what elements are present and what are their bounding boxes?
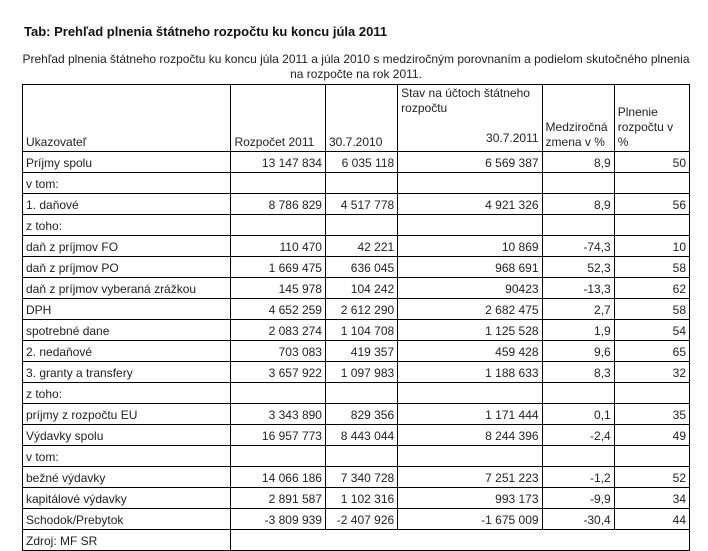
table-row [23, 320, 690, 341]
value-cell: 49 [614, 425, 689, 446]
value-cell [231, 383, 326, 404]
row-label-cell: z toho: [23, 383, 231, 404]
table-row [23, 488, 690, 509]
table-body [23, 85, 690, 551]
value-cell: 104 242 [325, 278, 397, 299]
row-label-cell: daň z príjmov PO [23, 257, 231, 278]
value-cell: 993 173 [398, 488, 542, 509]
value-cell: 9,6 [542, 341, 614, 362]
value-cell: 3 657 922 [231, 362, 326, 383]
value-cell [398, 383, 542, 404]
value-cell: 35 [614, 404, 689, 425]
table-row [23, 446, 690, 467]
value-cell: 7 251 223 [398, 467, 542, 488]
value-cell: 1 171 444 [398, 404, 542, 425]
table-row [23, 152, 690, 173]
value-cell: 1 102 316 [325, 488, 397, 509]
value-cell [398, 215, 542, 236]
row-label-cell: Schodok/Prebytok [23, 509, 231, 530]
row-label-cell: 1. daňové [23, 194, 231, 215]
table-row [23, 299, 690, 320]
value-cell: 34 [614, 488, 689, 509]
header-cell-yoy-change: Medziročná zmena v % [542, 85, 614, 152]
value-cell [325, 215, 397, 236]
value-cell: 6 035 118 [325, 152, 397, 173]
row-label-cell: Príjmy spolu [23, 152, 231, 173]
table-caption: Prehľad plnenia štátneho rozpočtu ku koncu júla 2011 a júla 2010 s medziročným porovnaním a podielom skutočného plnenia na rozpočte na rok 2011. [22, 52, 690, 81]
value-cell: 4 517 778 [325, 194, 397, 215]
value-cell: -2 407 926 [325, 509, 397, 530]
value-cell: 58 [614, 299, 689, 320]
value-cell: -2,4 [542, 425, 614, 446]
value-cell: 1 188 633 [398, 362, 542, 383]
value-cell [325, 446, 397, 467]
value-cell [614, 383, 689, 404]
table-row [23, 236, 690, 257]
value-cell: -1 675 009 [398, 509, 542, 530]
value-cell [614, 215, 689, 236]
row-label-cell: daň z príjmov FO [23, 236, 231, 257]
value-cell: 62 [614, 278, 689, 299]
table-row [23, 404, 690, 425]
row-label-cell: DPH [23, 299, 231, 320]
table-row [23, 383, 690, 404]
table-row [23, 425, 690, 446]
row-label-cell: v tom: [23, 173, 231, 194]
value-cell: 8 244 396 [398, 425, 542, 446]
value-cell: 459 428 [398, 341, 542, 362]
value-cell: 44 [614, 509, 689, 530]
value-cell: -30,4 [542, 509, 614, 530]
header-group-label: Stav na účtoch štátneho rozpočtu [401, 86, 530, 115]
value-cell: 65 [614, 341, 689, 362]
table-row [23, 278, 690, 299]
value-cell: 4 652 259 [231, 299, 326, 320]
header-row [23, 85, 690, 152]
row-label-cell: daň z príjmov vyberaná zrážkou [23, 278, 231, 299]
value-cell: 10 [614, 236, 689, 257]
value-cell: 2,7 [542, 299, 614, 320]
value-cell [614, 173, 689, 194]
row-label-cell: bežné výdavky [23, 467, 231, 488]
value-cell: 1 104 708 [325, 320, 397, 341]
value-cell: 968 691 [398, 257, 542, 278]
value-cell: 0,1 [542, 404, 614, 425]
value-cell [231, 215, 326, 236]
row-label-cell: 3. granty a transfery [23, 362, 231, 383]
row-label-cell: kapitálové výdavky [23, 488, 231, 509]
value-cell: 52 [614, 467, 689, 488]
table-row [23, 509, 690, 530]
value-cell [231, 173, 326, 194]
row-label-cell: v tom: [23, 446, 231, 467]
value-cell: -3 809 939 [231, 509, 326, 530]
source-row [23, 530, 690, 551]
value-cell [542, 173, 614, 194]
value-cell: 2 083 274 [231, 320, 326, 341]
table-row [23, 341, 690, 362]
value-cell: 636 045 [325, 257, 397, 278]
value-cell [325, 383, 397, 404]
value-cell: 3 343 890 [231, 404, 326, 425]
value-cell: 56 [614, 194, 689, 215]
value-cell [542, 215, 614, 236]
header-cell-budget-2011: Rozpočet 2011 [231, 85, 326, 152]
value-cell [542, 383, 614, 404]
value-cell: 8,3 [542, 362, 614, 383]
value-cell [231, 446, 326, 467]
table-row [23, 362, 690, 383]
row-label-cell: spotrebné dane [23, 320, 231, 341]
value-cell: 4 921 326 [398, 194, 542, 215]
row-label-cell: Výdavky spolu [23, 425, 231, 446]
value-cell: -13,3 [542, 278, 614, 299]
value-cell: 52,3 [542, 257, 614, 278]
value-cell: 7 340 728 [325, 467, 397, 488]
value-cell: 8,9 [542, 152, 614, 173]
budget-table [22, 84, 690, 551]
table-title: Tab: Prehľad plnenia štátneho rozpočtu ku koncu júla 2011 [24, 24, 388, 39]
table-row [23, 194, 690, 215]
value-cell: -9,9 [542, 488, 614, 509]
value-cell: 90423 [398, 278, 542, 299]
value-cell: 8 443 044 [325, 425, 397, 446]
value-cell: 2 891 587 [231, 488, 326, 509]
value-cell: 8,9 [542, 194, 614, 215]
value-cell: 8 786 829 [231, 194, 326, 215]
value-cell: 13 147 834 [231, 152, 326, 173]
value-cell: 1 097 983 [325, 362, 397, 383]
value-cell: 145 978 [231, 278, 326, 299]
value-cell: 50 [614, 152, 689, 173]
row-label-cell: z toho: [23, 215, 231, 236]
value-cell: 1 669 475 [231, 257, 326, 278]
value-cell: 16 957 773 [231, 425, 326, 446]
value-cell: 10 869 [398, 236, 542, 257]
value-cell: -74,3 [542, 236, 614, 257]
value-cell: 58 [614, 257, 689, 278]
header-cell-fulfillment: Plnenie rozpočtu v % [614, 85, 689, 152]
value-cell: 703 083 [231, 341, 326, 362]
value-cell: 2 682 475 [398, 299, 542, 320]
header-cell-indicator: Ukazovateľ [23, 85, 231, 152]
value-cell [542, 446, 614, 467]
value-cell: 2 612 290 [325, 299, 397, 320]
value-cell: 32 [614, 362, 689, 383]
header-cell-2011: 30.7.2011 [486, 131, 539, 145]
value-cell: 6 569 387 [398, 152, 542, 173]
value-cell: 14 066 186 [231, 467, 326, 488]
value-cell: 1,9 [542, 320, 614, 341]
row-label-cell: príjmy z rozpočtu EU [23, 404, 231, 425]
table-row [23, 215, 690, 236]
source-empty-cell [231, 530, 690, 551]
header-cell-2010: 30.7.2010 [325, 85, 397, 152]
value-cell: 1 125 528 [398, 320, 542, 341]
value-cell: -1,2 [542, 467, 614, 488]
value-cell [614, 446, 689, 467]
value-cell: 829 356 [325, 404, 397, 425]
value-cell [398, 446, 542, 467]
table-row [23, 257, 690, 278]
table-row [23, 467, 690, 488]
value-cell: 42 221 [325, 236, 397, 257]
header-cell-2011-group [398, 85, 542, 152]
value-cell: 54 [614, 320, 689, 341]
row-label-cell: 2. nedaňové [23, 341, 231, 362]
value-cell: 419 357 [325, 341, 397, 362]
value-cell [325, 173, 397, 194]
value-cell [398, 173, 542, 194]
source-note: Zdroj: MF SR [23, 530, 231, 551]
table-row [23, 173, 690, 194]
value-cell: 110 470 [231, 236, 326, 257]
